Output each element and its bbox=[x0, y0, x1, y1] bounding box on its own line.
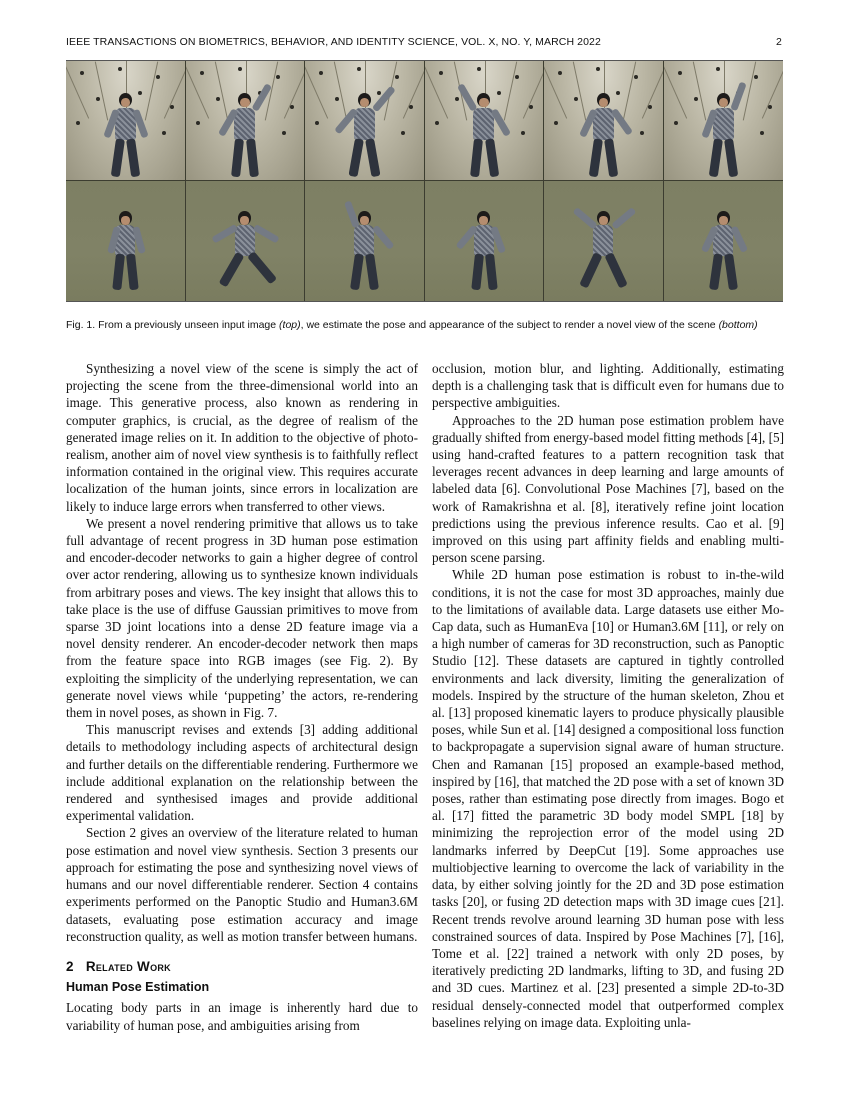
input-image-2 bbox=[186, 61, 306, 181]
dome-seam bbox=[66, 63, 89, 118]
subject-figure bbox=[345, 93, 383, 181]
journal-title: IEEE TRANSACTIONS ON BIOMETRICS, BEHAVIOR, AND IDENTITY SCIENCE, VOL. X, NO. Y, MARCH 2022 bbox=[66, 36, 601, 48]
dome-seam bbox=[305, 63, 328, 118]
dome-light-dot bbox=[521, 131, 525, 135]
dome-light-dot bbox=[216, 97, 220, 101]
caption-top: (top) bbox=[279, 319, 301, 331]
dome-light-dot bbox=[282, 131, 286, 135]
novel-view-3 bbox=[305, 181, 425, 301]
right-column bbox=[432, 360, 784, 1031]
novel-view-1 bbox=[66, 181, 186, 301]
subject-figure bbox=[704, 93, 742, 181]
subject-figure bbox=[227, 211, 263, 301]
dome-light-dot bbox=[529, 105, 533, 109]
dome-light-dot bbox=[634, 75, 638, 79]
dome-light-dot bbox=[640, 131, 644, 135]
caption-middle: , we estimate the pose and appearance of the subject to render a novel view of the scene bbox=[300, 319, 719, 331]
subject-figure bbox=[346, 211, 382, 301]
input-image-1 bbox=[66, 61, 186, 181]
dome-light-dot bbox=[455, 97, 459, 101]
dome-seam bbox=[544, 63, 567, 118]
dome-light-dot bbox=[554, 121, 558, 125]
subject-figure bbox=[466, 211, 502, 301]
dome-light-dot bbox=[96, 97, 100, 101]
dome-seam bbox=[403, 63, 425, 118]
dome-light-dot bbox=[435, 121, 439, 125]
novel-view-4 bbox=[425, 181, 545, 301]
input-image-6 bbox=[664, 61, 784, 181]
dome-light-dot bbox=[276, 75, 280, 79]
running-header bbox=[66, 36, 782, 50]
dome-seam bbox=[503, 62, 516, 121]
dome-light-dot bbox=[439, 71, 443, 75]
dome-light-dot bbox=[754, 75, 758, 79]
dome-seam bbox=[761, 63, 783, 118]
input-image-5 bbox=[544, 61, 664, 181]
dome-light-dot bbox=[162, 131, 166, 135]
dome-seam bbox=[742, 62, 755, 121]
paragraph: Section 2 gives an overview of the literature related to human pose estimation and novel view synthesis. Section 3 presents our approach for estimating the pose and synthesizing novel views of humans and our novel differentiable renderer. Section 4 contains experiments performed on the Panoptic Studio and Human3.6M datasets, evaluating pose estimation accuracy and image reconstruction quality, as well as motion transfer between humans. bbox=[66, 825, 418, 944]
dome-seam bbox=[642, 63, 664, 118]
dome-light-dot bbox=[76, 121, 80, 125]
dome-light-dot bbox=[596, 67, 600, 71]
dome-light-dot bbox=[558, 71, 562, 75]
subject-figure bbox=[584, 93, 622, 181]
dome-seam bbox=[623, 62, 636, 121]
subject-figure bbox=[465, 93, 503, 181]
novel-view-6 bbox=[664, 181, 784, 301]
paragraph: While 2D human pose estimation is robust to in-the-wild conditions, it is not the case for most 3D approaches, mainly due to the limitations of available data. Large datasets use either Mo-Cap data, such as HumanEva [10] or Human3.6M [11], or rely on a high number of cameras for 3D reconstruction, such as Panoptic Studio [12]. These datasets are captured in tightly controlled environments and lack diversity, limiting the generalization of models. Inspired by the structure of the human skeleton, Zhou et al. [13] proposed kinematic layers to produce physically plausible poses, while Sun et al. [14] designed a compositional loss function to backpropagate a supervision signal aware of human structure. Chen and Ramanan [15] proposed an example-based method, inspired by [16], that matched the 2D pose with a set of known 3D poses, rather than estimating pose directly from images. Bogo et al. [17] fitted the parametric 3D body model SMPL [18] by minimizing the reprojection error of the model using 2D landmarks inferred by DeepCut [19]. Some approaches use multiobjective learning to overcome the lack of variability in the data, by either solving jointly for the 2D and 3D pose estimation tasks [20], or fusing 2D detection maps with 3D image cues [21]. Recent trends revolve around learning 3D human pose with less constrained sources of data. Inspired by Pose Machines [7], [16], Tome et al. [22] trained a network with only 2D poses, by iteratively predicting 2D landmarks, lifting to 3D, and fusing 2D and 3D cues. Martinez et al. [23] presented a simple 2D-to-3D residual densely-connected model that outperformed complex baselines relying on image data. Exploiting unla- bbox=[432, 567, 784, 1030]
dome-light-dot bbox=[315, 121, 319, 125]
caption-bottom: (bottom) bbox=[718, 319, 758, 331]
paragraph: Locating body parts in an image is inherently hard due to variability of human pose, and ambiguities arising from bbox=[66, 1000, 418, 1033]
dome-light-dot bbox=[515, 75, 519, 79]
paragraph: This manuscript revises and extends [3] adding additional details to methodology including aspects of architectural design and further details on the differentiable rendering. Furthermore we include additional explanation on the relationship between the rendered and synthesised images and provide additional experimental validation. bbox=[66, 722, 418, 824]
dome-light-dot bbox=[170, 105, 174, 109]
dome-seam bbox=[664, 63, 687, 118]
dome-light-dot bbox=[196, 121, 200, 125]
section-title: Related Work bbox=[85, 958, 171, 974]
input-image-3 bbox=[305, 61, 425, 181]
dome-light-dot bbox=[768, 105, 772, 109]
figure-1 bbox=[66, 60, 783, 302]
dome-light-dot bbox=[409, 105, 413, 109]
dome-light-dot bbox=[477, 67, 481, 71]
dome-seam bbox=[145, 62, 158, 121]
subject-figure bbox=[705, 211, 741, 301]
novel-view-5 bbox=[544, 181, 664, 301]
dome-light-dot bbox=[156, 75, 160, 79]
section-number: 2 bbox=[66, 958, 74, 974]
paragraph: Approaches to the 2D human pose estimation problem have gradually shifted from energy-based model fitting methods [4], [5] using hand-crafted features to a pattern recognition task that leverages recent advances in deep learning and large amounts of labeled data [6]. Convolutional Pose Machines [7], based on the work of Ramakrishna et al. [8], iteratively refine joint location predictions using the previous inference results. Cao et al. [9] improved on this using part affinity fields and enabling multi-person scene parsing. bbox=[432, 412, 784, 566]
caption-prefix: Fig. 1. From a previously unseen input image bbox=[66, 319, 280, 331]
figure-caption bbox=[66, 318, 786, 332]
dome-light-dot bbox=[238, 67, 242, 71]
dome-light-dot bbox=[674, 121, 678, 125]
dome-light-dot bbox=[678, 71, 682, 75]
page-number: 2 bbox=[776, 36, 782, 48]
paragraph: occlusion, motion blur, and lighting. Additionally, estimating depth is a challenging task that is difficult even for humans due to perspective ambiguities. bbox=[432, 361, 784, 411]
dome-light-dot bbox=[694, 97, 698, 101]
dome-seam bbox=[425, 63, 448, 118]
dome-seam bbox=[283, 63, 305, 118]
dome-light-dot bbox=[335, 97, 339, 101]
subsection-heading: Human Pose Estimation bbox=[66, 980, 210, 995]
dome-light-dot bbox=[648, 105, 652, 109]
dome-light-dot bbox=[395, 75, 399, 79]
subject-figure bbox=[106, 93, 144, 181]
section-heading bbox=[66, 958, 418, 975]
dome-light-dot bbox=[760, 131, 764, 135]
input-image-4 bbox=[425, 61, 545, 181]
novel-view-2 bbox=[186, 181, 306, 301]
dome-light-dot bbox=[716, 67, 720, 71]
dome-light-dot bbox=[319, 71, 323, 75]
subject-figure bbox=[107, 211, 143, 301]
dome-light-dot bbox=[200, 71, 204, 75]
dome-light-dot bbox=[80, 71, 84, 75]
dome-light-dot bbox=[401, 131, 405, 135]
subject-figure bbox=[226, 93, 264, 181]
dome-seam bbox=[164, 63, 186, 118]
dome-light-dot bbox=[118, 67, 122, 71]
paragraph: Synthesizing a novel view of the scene is simply the act of projecting the scene from the three-dimensional world into an image. This generative process, also known as rendering in computer graphics, is crucial, as the degree of realism of the generated image relies on it. In addition to the objective of photo-realism, another aim of novel view synthesis is to faithfully reflect information contained in the original view. This requires accurate localization of the human joints, since errors in localization are likely to induce large errors when transferred to other views. bbox=[66, 361, 418, 514]
dome-light-dot bbox=[574, 97, 578, 101]
paragraph: We present a novel rendering primitive that allows us to take full advantage of recent progress in 3D human pose estimation and encoder-decoder networks to gain a higher degree of control over actor rendering, allowing us to synthesize known individuals from arbitrary poses and views. The key insight that allows this to take place is the use of diffuse Gaussian primitives to move from sparse 3D joint locations into a dense 2D feature image via a novel density renderer. An encoder-decoder network then maps from the feature space into RGB images (see Fig. 2). By exploiting the simplicity of the underlying representation, we can generate novel views while ‘puppeting’ the actors, re-rendering them in novel poses, as shown in Fig. 7. bbox=[66, 515, 418, 721]
dome-seam bbox=[522, 63, 544, 118]
dome-light-dot bbox=[290, 105, 294, 109]
subject-figure bbox=[585, 211, 621, 301]
dome-seam bbox=[186, 63, 209, 118]
left-column bbox=[66, 360, 418, 1034]
dome-light-dot bbox=[357, 67, 361, 71]
